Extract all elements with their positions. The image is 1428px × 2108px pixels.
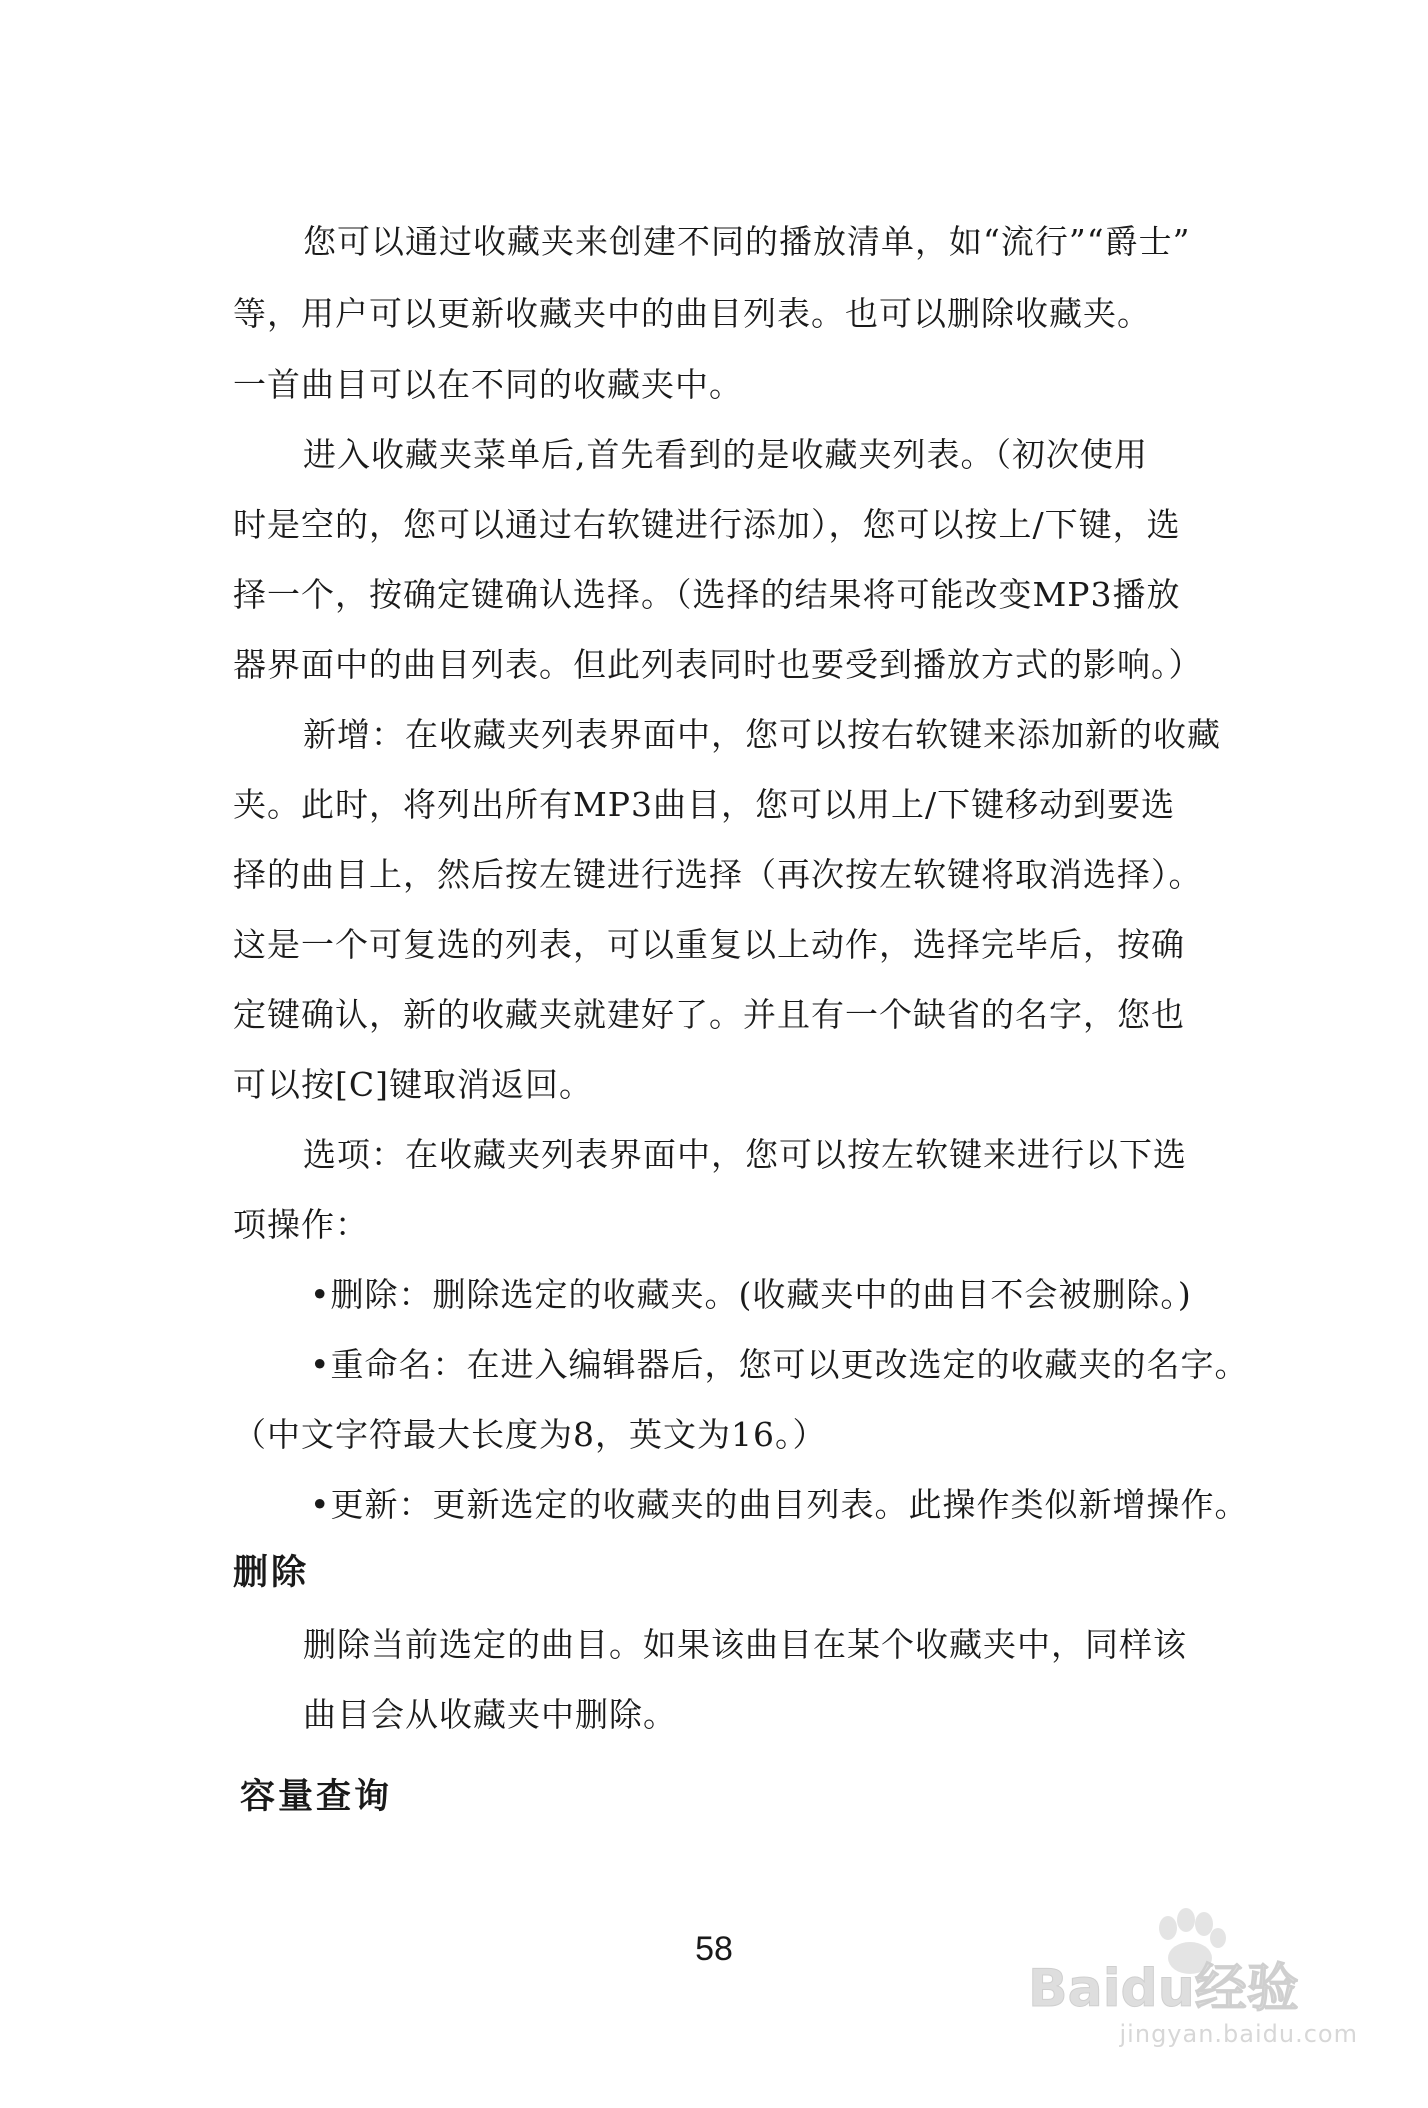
section-heading-capacity: 容量查询: [240, 1776, 393, 1817]
page-number: 58: [695, 1930, 733, 1968]
bullet-item: •删除：删除选定的收藏夹。(收藏夹中的曲目不会被删除。): [310, 1275, 1192, 1314]
bullet-item-continuation: （中文字符最大长度为8，英文为16。）: [233, 1415, 827, 1454]
watermark-brand: Baidu经验: [1028, 1959, 1299, 2018]
paragraph-line: 可以按[C]键取消返回。: [233, 1065, 593, 1104]
paragraph-line: 进入收藏夹菜单后,首先看到的是收藏夹列表。（初次使用: [303, 435, 1148, 474]
paragraph-line: 一首曲目可以在不同的收藏夹中。: [233, 365, 743, 404]
baidu-jingyan-watermark: [1018, 1898, 1358, 2068]
bullet-item: •更新：更新选定的收藏夹的曲目列表。此操作类似新增操作。: [310, 1485, 1249, 1524]
paragraph-line: 曲目会从收藏夹中删除。: [303, 1695, 677, 1734]
paragraph-line: 删除当前选定的曲目。如果该曲目在某个收藏夹中，同样该: [303, 1625, 1187, 1664]
section-heading-delete: 删除: [233, 1552, 310, 1593]
paragraph-line: 择一个，按确定键确认选择。（选择的结果将可能改变MP3播放: [233, 575, 1181, 614]
paragraph-line: 新增：在收藏夹列表界面中，您可以按右软键来添加新的收藏: [303, 715, 1221, 754]
paragraph-line: 择的曲目上，然后按左键进行选择（再次按左软键将取消选择）。: [233, 855, 1203, 894]
paragraph-line: 您可以通过收藏夹来创建不同的播放清单，如“流行”“爵士”: [303, 222, 1191, 261]
paragraph-line: 项操作：: [233, 1205, 369, 1244]
paragraph-line: 器界面中的曲目列表。但此列表同时也要受到播放方式的影响。）: [233, 645, 1203, 684]
paragraph-line: 这是一个可复选的列表，可以重复以上动作，选择完毕后，按确: [233, 925, 1185, 964]
baidu-paw-logo-icon: [1018, 1898, 1358, 2018]
bullet-item: •重命名：在进入编辑器后，您可以更改选定的收藏夹的名字。: [310, 1345, 1249, 1384]
paragraph-line: 夹。此时，将列出所有MP3曲目，您可以用上/下键移动到要选: [233, 785, 1176, 824]
watermark-url: jingyan.baidu.com: [1119, 2020, 1358, 2048]
paragraph-line: 选项：在收藏夹列表界面中，您可以按左软键来进行以下选: [303, 1135, 1187, 1174]
paragraph-line: 定键确认，新的收藏夹就建好了。并且有一个缺省的名字，您也: [233, 995, 1185, 1034]
paragraph-line: 等，用户可以更新收藏夹中的曲目列表。也可以删除收藏夹。: [233, 294, 1151, 333]
paragraph-line: 时是空的，您可以通过右软键进行添加），您可以按上/下键，选: [233, 505, 1181, 544]
